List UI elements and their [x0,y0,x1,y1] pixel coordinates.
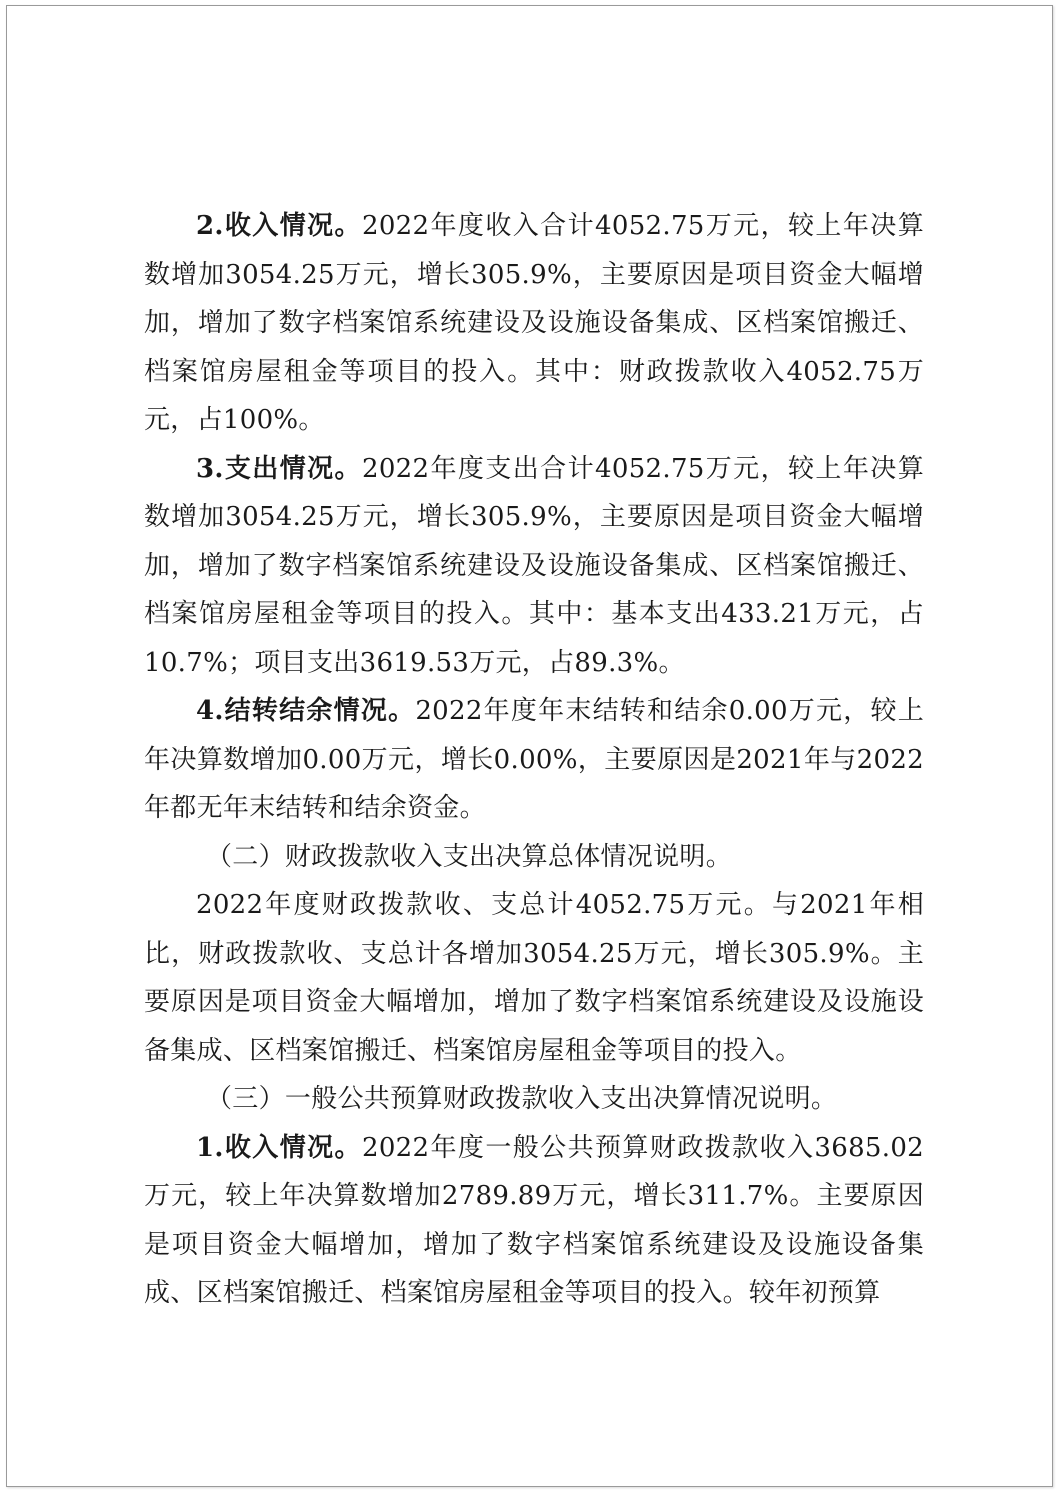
paragraph-carryover-lead: 4.结转结余情况。 [196,696,416,726]
paragraph-expenditure-text: 2022年度支出合计4052.75万元，较上年决算数增加3054.25万元，增长305.9%，主要原因是项目资金大幅增加，增加了数字档案馆系统建设及设施设备集成、区档案馆搬迁、档案馆房屋租金等项目的投入。其中：基本支出433.21万元，占10.7%；项目支出3619.53万元，占89.3%。 [144,453,924,678]
paragraph-carryover [144,687,924,833]
section-heading-3: （三）一般公共预算财政拨款收入支出决算情况说明。 [206,1084,838,1114]
paragraph-fiscal-total-text: 2022年度财政拨款收、支总计4052.75万元。与2021年相比，财政拨款收、支总计各增加3054.25万元，增长305.9%。主要原因是项目资金大幅增加，增加了数字档案馆系统建设及设施设备集成、区档案馆搬迁、档案馆房屋租金等项目的投入。 [144,890,924,1066]
paragraph-carryover-text: 2022年度年末结转和结余0.00万元，较上年决算数增加0.00万元，增长0.00%，主要原因是2021年与2022年都无年末结转和结余资金。 [144,696,924,823]
paragraph-general-budget-income-text: 2022年度一般公共预算财政拨款收入3685.02万元，较上年决算数增加2789.89万元，增长311.7%。主要原因是项目资金大幅增加，增加了数字档案馆系统建设及设施设备集成、区档案馆搬迁、档案馆房屋租金等项目的投入。较年初预算 [144,1132,924,1308]
document-body [144,202,924,1318]
paragraph-general-budget-income-lead: 1.收入情况。 [196,1132,362,1163]
paragraph-income [144,202,924,445]
paragraph-expenditure [144,445,924,688]
document-page [6,5,1053,1487]
paragraph-income-text: 2022年度收入合计4052.75万元，较上年决算数增加3054.25万元，增长305.9%，主要原因是项目资金大幅增加，增加了数字档案馆系统建设及设施设备集成、区档案馆搬迁、档案馆房屋租金等项目的投入。其中：财政拨款收入4052.75万元，占100%。 [144,211,924,435]
paragraph-expenditure-lead: 3.支出情况。 [196,453,362,484]
paragraph-fiscal-total [144,881,924,1075]
paragraph-general-budget-income [144,1124,924,1318]
paragraph-income-lead: 2.收入情况。 [196,211,362,241]
section-heading-2: （二）财政拨款收入支出决算总体情况说明。 [206,841,733,872]
